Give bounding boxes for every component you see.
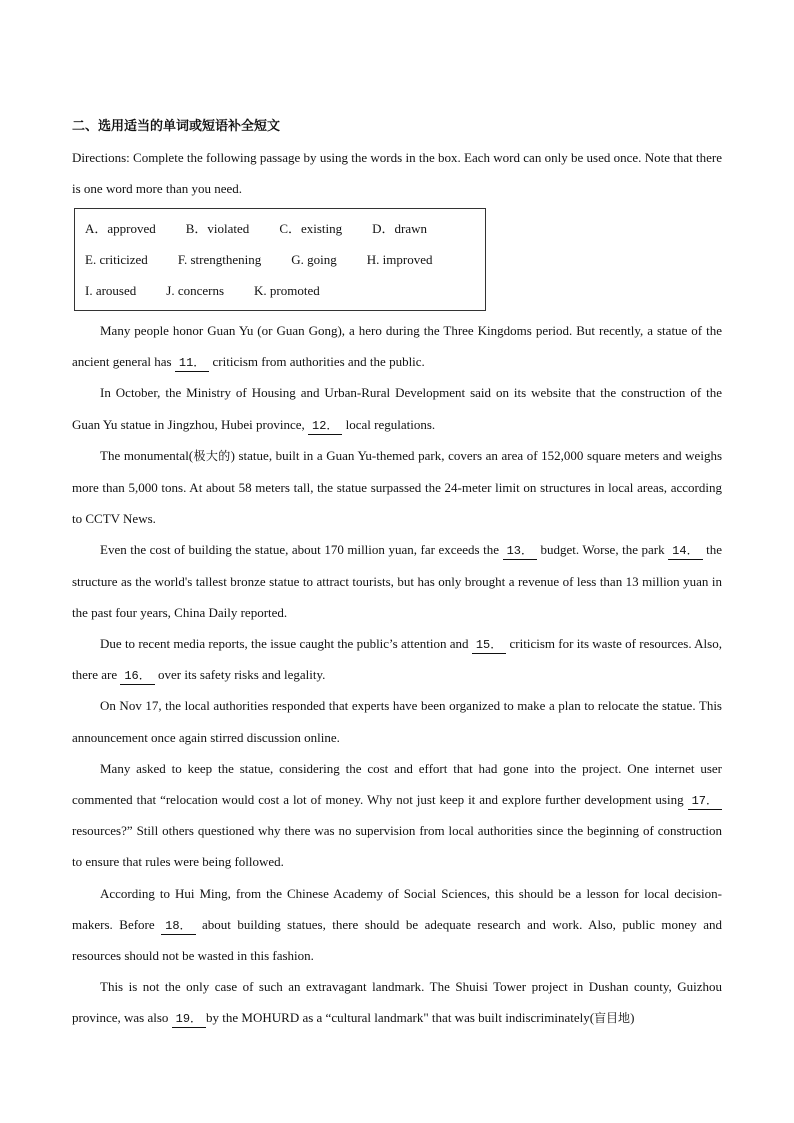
passage-paragraph-7 xyxy=(72,753,722,878)
chinese-gloss: 盲目地 xyxy=(594,1011,631,1026)
answer-blank-11[interactable]: 11． xyxy=(175,356,209,372)
answer-blank-15[interactable]: 15． xyxy=(472,638,506,654)
document-page xyxy=(72,112,722,1035)
word-option-c: C．existing xyxy=(279,221,343,236)
paragraph-text: This is not the only case of such an extravagant landmark. The Shuisi Tower project in Dushan county, Guizhou province, was also xyxy=(72,979,722,1026)
paragraph-text: the structure as the world's tallest bronze statue to attract tourists, but has only brought a revenue of less than 13 million yuan in the past four years, China Daily reported. xyxy=(72,542,722,620)
paragraph-text: budget. Worse, the park xyxy=(536,542,669,558)
paragraph-text: by the MOHURD as a “cultural landmark" that was built indiscriminately( xyxy=(206,1010,595,1026)
word-option-j: J. concerns xyxy=(166,283,225,298)
answer-blank-16[interactable]: 16． xyxy=(120,669,154,685)
passage-paragraph-5 xyxy=(72,628,722,690)
paragraph-text: local regulations. xyxy=(342,416,436,432)
answer-blank-13[interactable]: 13． xyxy=(503,544,537,560)
word-option-d: D．drawn xyxy=(372,221,428,236)
word-option-b: B．violated xyxy=(185,221,250,236)
word-bank-row xyxy=(85,275,475,306)
paragraph-text: ) xyxy=(630,1010,635,1026)
paragraph-text: criticism for its waste of resources. Also, there are xyxy=(72,636,722,683)
paragraph-text: about building statues, there should be adequate research and work. Also, public money and resources should not be wasted in this fashion. xyxy=(72,916,722,964)
paragraph-text: criticism from authorities and the public. xyxy=(209,354,425,370)
passage-paragraph-2 xyxy=(72,377,722,439)
paragraph-text: On Nov 17, the local authorities responded that experts have been organized to make a plan to relocate the statue. This announcement once again stirred discussion online. xyxy=(72,698,722,745)
word-bank-row xyxy=(85,244,475,275)
answer-blank-17[interactable]: 17． xyxy=(688,794,722,810)
passage-paragraph-4 xyxy=(72,534,722,628)
word-option-a: A．approved xyxy=(85,221,156,236)
passage-paragraph-9 xyxy=(72,971,722,1034)
answer-blank-12[interactable]: 12． xyxy=(308,419,342,435)
paragraph-text: In October, the Ministry of Housing and Urban-Rural Development said on its website that the construction of the Guan Yu statue in Jingzhou, Hubei province, xyxy=(72,385,722,432)
answer-blank-14[interactable]: 14． xyxy=(668,544,702,560)
answer-blank-18[interactable]: 18． xyxy=(161,919,195,935)
word-option-k: K. promoted xyxy=(254,283,320,298)
paragraph-text: Even the cost of building the statue, about 170 million yuan, far exceeds the xyxy=(100,542,503,558)
word-option-f: F. strengthening xyxy=(177,252,262,267)
paragraph-text: Many asked to keep the statue, considering the cost and effort that had gone into the project. One internet user commented that “relocation would cost a lot of money. Why not just keep it and explore further development using xyxy=(72,760,722,808)
paragraph-text: According to Hui Ming, from the Chinese Academy of Social Sciences, this should be a lesson for local decision-makers. Before xyxy=(72,885,722,932)
passage-paragraph-6 xyxy=(72,690,722,752)
paragraph-text: over its safety risks and legality. xyxy=(154,667,326,683)
word-bank-row xyxy=(85,213,475,244)
word-option-g: G. going xyxy=(291,252,337,267)
word-option-i: I. aroused xyxy=(85,283,137,298)
word-bank-box xyxy=(74,208,486,311)
word-option-e: E. criticized xyxy=(85,252,148,267)
directions-text: Directions: Complete the following passage by using the words in the box. Each word can only be used once. Note that there is one word more than you need. xyxy=(72,150,722,196)
section-title: 二、选用适当的单词或短语补全短文 xyxy=(72,119,281,134)
word-option-h: H. improved xyxy=(366,252,433,267)
passage-paragraph-3 xyxy=(72,440,722,535)
passage-paragraph-1 xyxy=(72,315,722,377)
paragraph-text: resources?” Still others questioned why there was no supervision from local authorities since the beginning of construction to ensure that rules were being followed. xyxy=(72,823,722,870)
paragraph-text: Many people honor Guan Yu (or Guan Gong), a hero during the Three Kingdoms period. But recently, a statue of the ancient general has xyxy=(72,323,722,370)
paragraph-text: Due to recent media reports, the issue caught the public’s attention and xyxy=(100,636,472,652)
paragraph-text: The monumental( xyxy=(100,447,194,463)
chinese-gloss: 极大的 xyxy=(193,448,231,463)
paragraph-text: ) statue, built in a Guan Yu-themed park, covers an area of 152,000 square meters and weighs more than 5,000 tons. At about 58 meters tall, the statue surpassed the 24-meter limit on structures in local areas, according to CCTV News. xyxy=(72,447,722,527)
answer-blank-19[interactable]: 19． xyxy=(172,1012,206,1028)
passage-paragraph-8 xyxy=(72,878,722,972)
